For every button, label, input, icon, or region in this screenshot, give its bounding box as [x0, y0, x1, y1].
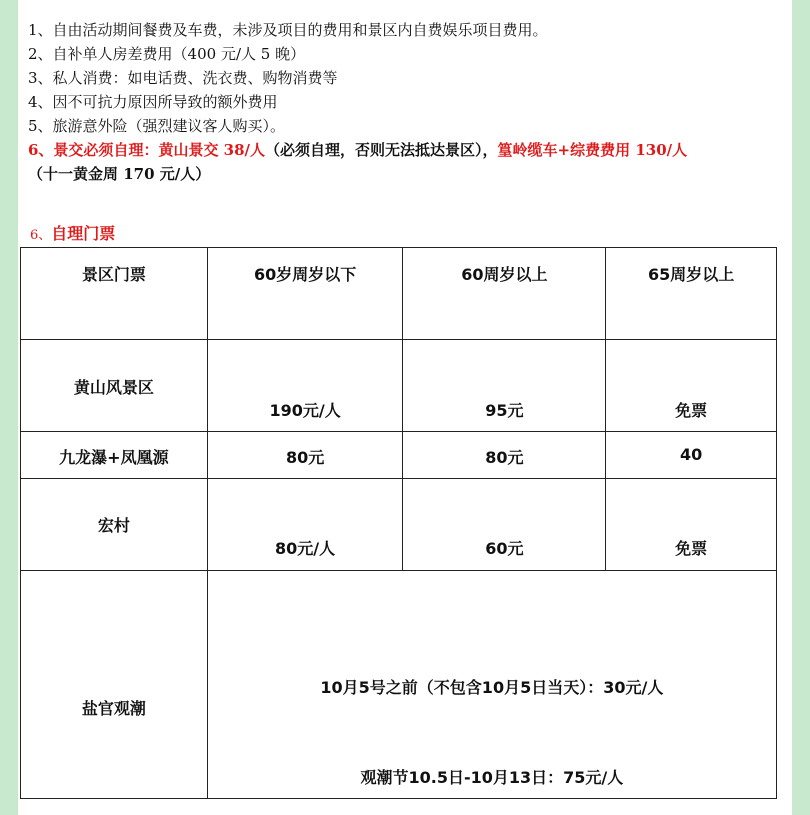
price-under-60: 80元	[285, 448, 325, 467]
price-cell	[606, 340, 777, 432]
header-attraction: 景区门票	[81, 265, 146, 284]
tide-price-festival: 观潮节10.5日-10月13日：75元/人	[360, 768, 624, 787]
tide-price-before: 10月5号之前（不包含10月5日当天）：30元/人	[320, 678, 664, 697]
table-row	[21, 340, 777, 432]
row-name-cell	[21, 571, 208, 799]
note-item-1: 1、自由活动期间餐费及车费，未涉及项目的费用和景区内自费娱乐项目费用。	[28, 21, 548, 39]
note-item-4: 4、因不可抗力原因所导致的额外费用	[28, 93, 278, 111]
section-title	[30, 222, 115, 248]
price-cell	[403, 340, 606, 432]
document-page	[18, 0, 792, 815]
mandatory-fee-prefix: 6、景交必须自理：黄山景交 38/人	[28, 141, 266, 159]
row-name-cell	[21, 340, 208, 432]
price-over-65: 40	[679, 445, 703, 464]
mandatory-fee-continuation: （十一黄金周 170 元/人）	[28, 165, 211, 183]
mandatory-fee-middle: （必须自理，否则无法抵达景区），	[265, 141, 498, 159]
header-cell	[207, 248, 403, 340]
table-row	[21, 571, 777, 799]
section-title-text: 自理门票	[51, 224, 116, 243]
header-cell	[606, 248, 777, 340]
header-under-60: 60岁周岁以下	[253, 265, 357, 284]
price-cell	[606, 479, 777, 571]
price-over-60: 95元	[485, 401, 524, 420]
fee-exclusion-notes	[28, 18, 788, 186]
section-number: 6、	[30, 228, 52, 243]
price-over-65: 免票	[675, 539, 708, 558]
note-item-5: 5、旅游意外险（强烈建议客人购买）。	[28, 117, 286, 135]
row-name-cell	[21, 479, 208, 571]
header-cell	[21, 248, 208, 340]
table-row	[21, 432, 777, 479]
price-cell	[207, 479, 403, 571]
header-over-60: 60周岁以上	[461, 265, 548, 284]
mandatory-fee-note	[28, 138, 788, 162]
attraction-name: 黄山风景区	[73, 378, 154, 397]
table-row	[21, 479, 777, 571]
attraction-name: 九龙瀑+凤凰源	[59, 448, 169, 467]
merged-price-cell	[207, 571, 776, 799]
price-under-60: 80元/人	[275, 539, 336, 558]
note-item-3: 3、私人消费：如电话费、洗衣费、购物消费等	[28, 69, 338, 87]
price-cell	[403, 479, 606, 571]
row-name-cell	[21, 432, 208, 479]
header-cell	[403, 248, 606, 340]
table-header-row	[21, 248, 777, 340]
attraction-name: 盐官观潮	[81, 699, 146, 718]
header-over-65: 65周岁以上	[647, 265, 735, 284]
attraction-name: 宏村	[97, 516, 130, 535]
price-cell	[207, 432, 403, 479]
price-cell	[207, 340, 403, 432]
price-cell	[606, 432, 777, 479]
note-item-2: 2、自补单人房差费用（400 元/人 5 晚）	[28, 45, 306, 63]
price-under-60: 190元/人	[269, 401, 341, 420]
price-over-60: 80元	[485, 448, 524, 467]
price-cell	[403, 432, 606, 479]
mandatory-fee-suffix: 篁岭缆车+综费费用 130/人	[497, 141, 688, 159]
price-over-60: 60元	[485, 539, 524, 558]
ticket-price-table	[20, 247, 777, 799]
price-over-65: 免票	[675, 401, 708, 420]
